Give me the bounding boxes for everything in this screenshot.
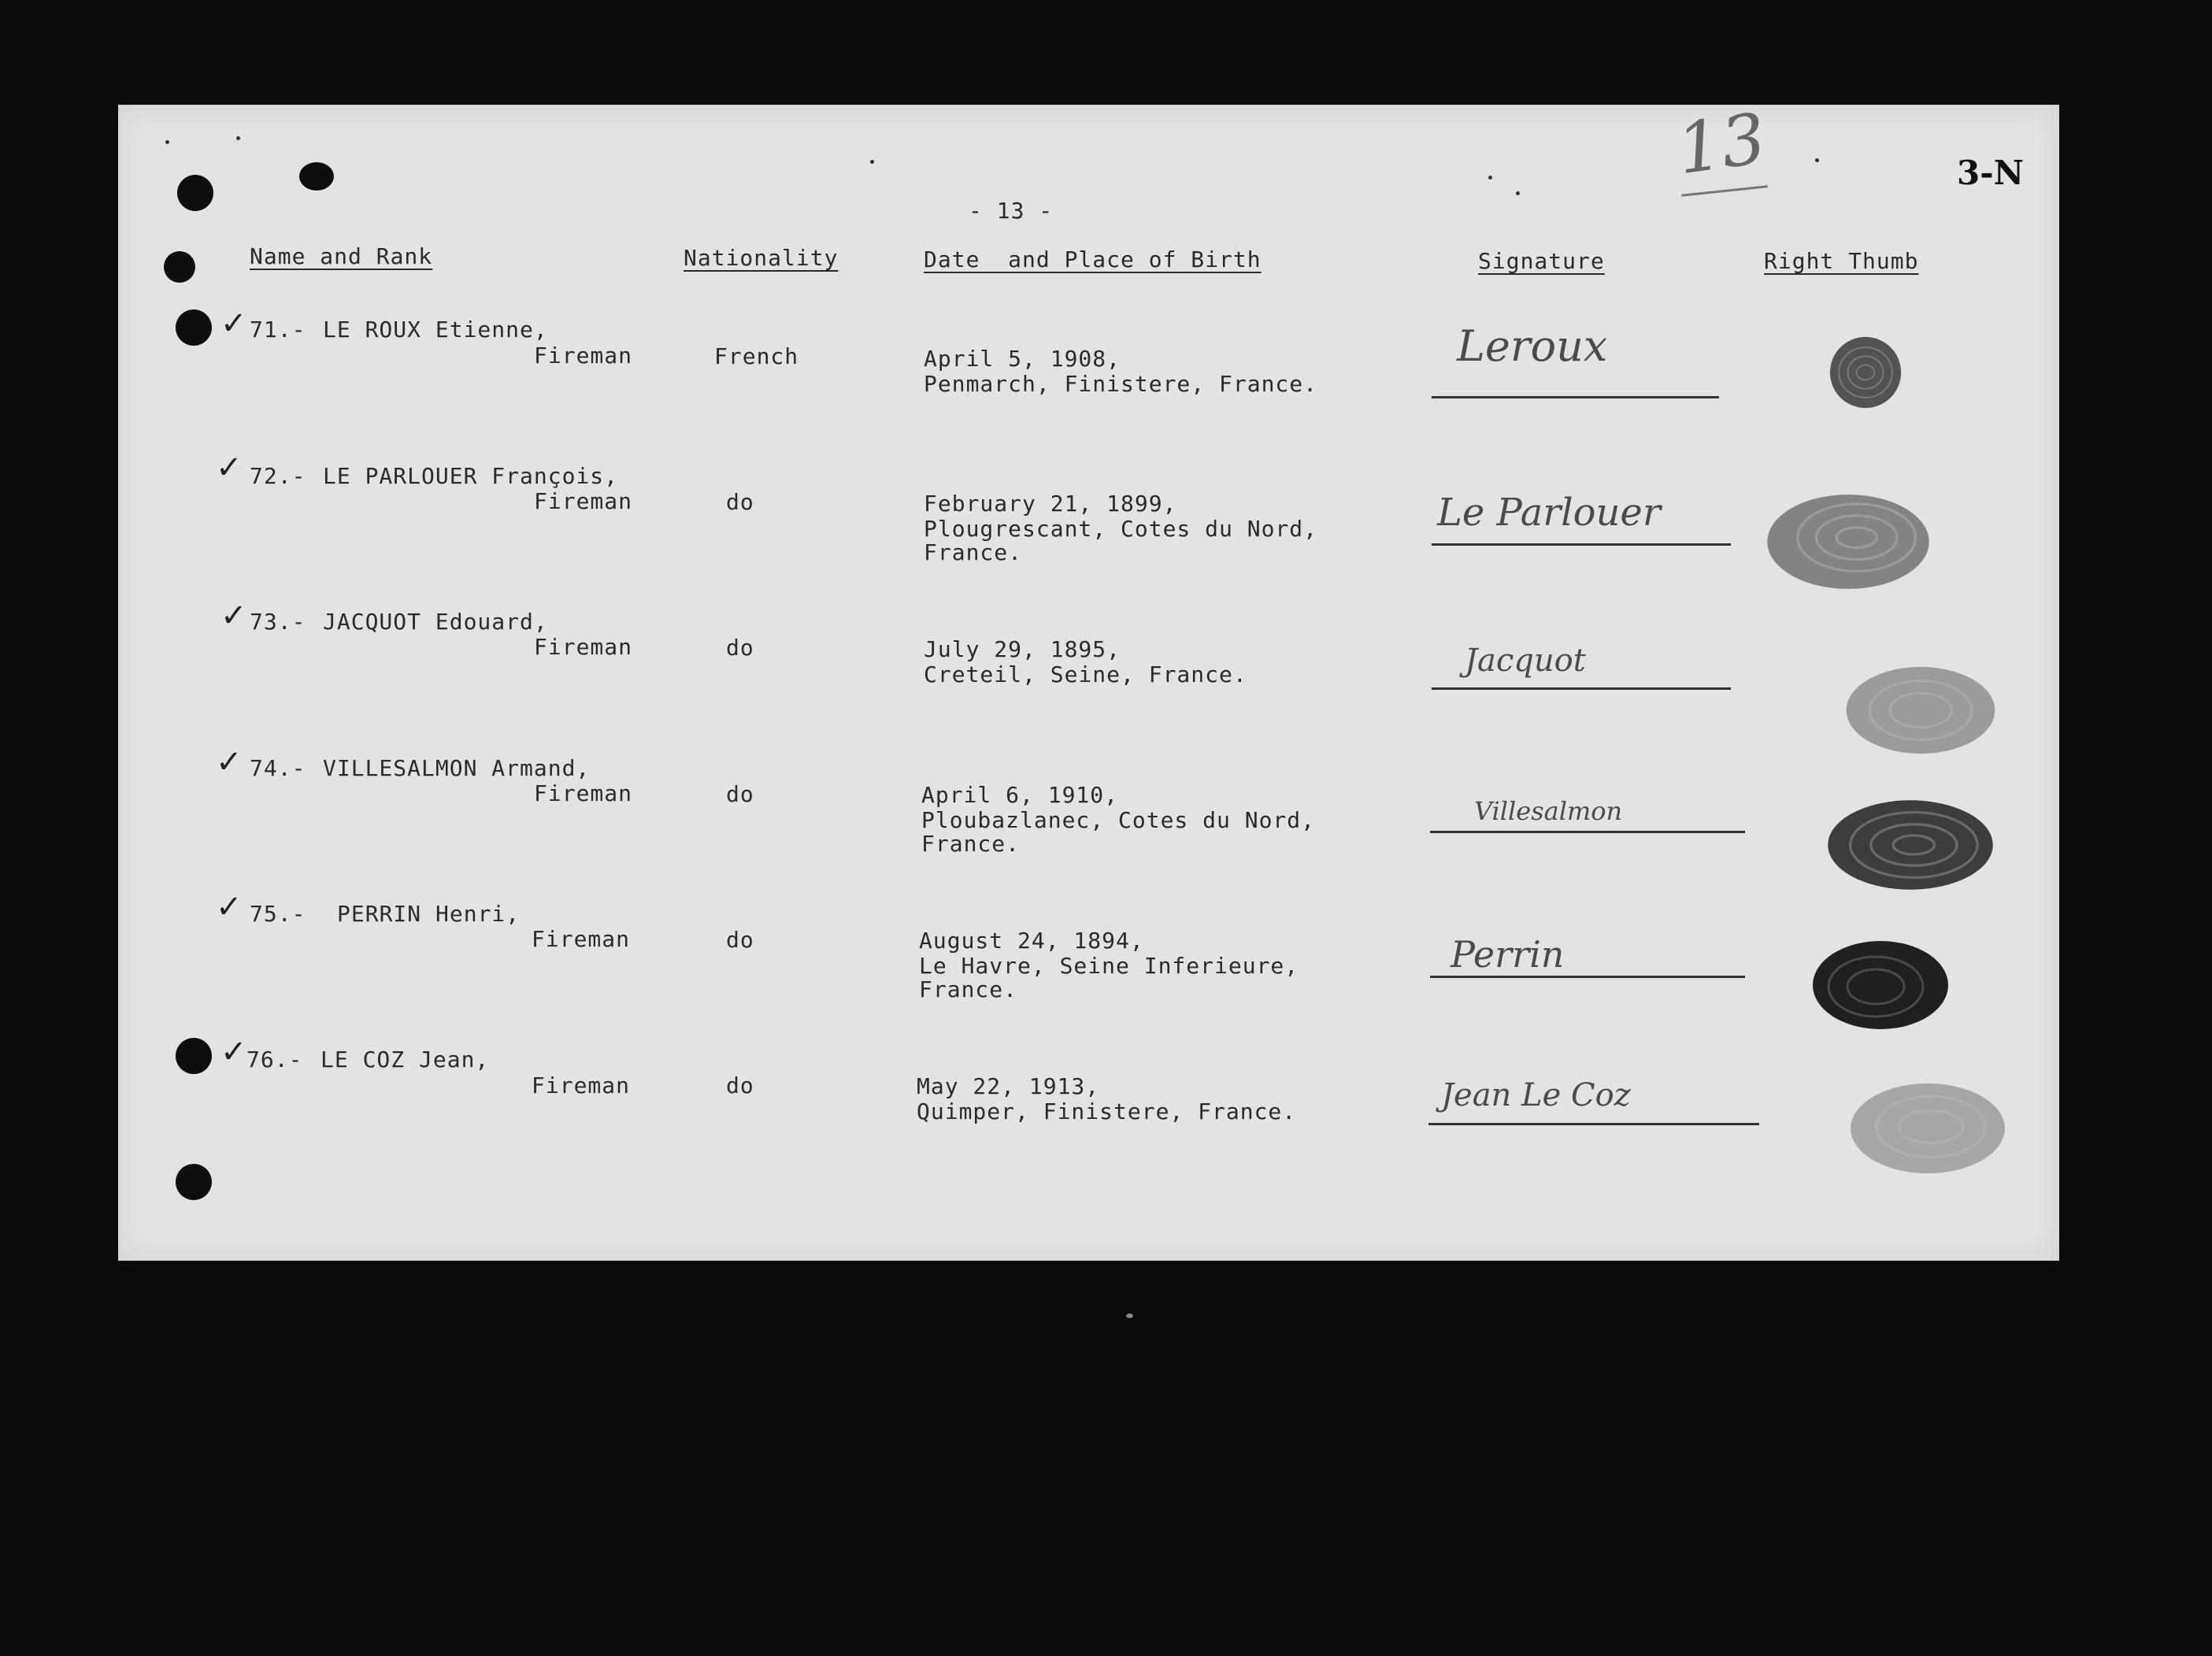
signature-line [1430,831,1745,833]
entry-number: 74.- [250,755,306,781]
speck [1815,158,1819,162]
check-mark: ✓ [220,598,247,634]
entry-nationality: French [714,343,799,369]
signature-line [1432,543,1731,546]
entry-name: VILLESALMON Armand, [323,755,591,781]
document-page [118,97,2059,1261]
check-mark: ✓ [216,450,243,486]
entry-nationality: do [726,927,754,953]
pencil-page-number: 13 [1672,97,1771,191]
entry-birth-place: Plougrescant, Cotes du Nord, [924,516,1318,542]
entry-birth-place: Creteil, Seine, France. [924,661,1247,687]
entry-birth-place: Le Havre, Seine Inferieure, [919,953,1299,979]
punch-hole [176,309,212,346]
entry-rank: Fireman [534,343,633,369]
header-right-thumb: Right Thumb [1764,248,1919,274]
thumbprint [1829,333,1903,412]
entry-birth-place: Quimper, Finistere, France. [917,1098,1297,1124]
thumbprint [1810,936,1951,1034]
entry-number: 72.- [250,463,306,489]
speck [165,140,169,144]
check-mark: ✓ [220,306,247,342]
entry-birth-date: February 21, 1899, [924,491,1177,517]
speck [236,136,240,140]
entry-birth-date: April 5, 1908, [924,346,1121,372]
punch-hole [176,1164,212,1200]
entry-birth-date: July 29, 1895, [924,636,1121,662]
entry-number: 76.- [246,1047,303,1073]
entry-rank: Fireman [532,926,631,952]
signature-line [1428,1123,1759,1125]
speck [1126,1313,1133,1318]
page-number: - 13 - [969,198,1054,224]
speck [1488,176,1492,180]
entry-birth-country: France. [921,831,1021,857]
entry-number: 75.- [250,901,306,927]
signature: Jacquot [1465,643,1586,679]
signature: Le Parlouer [1437,491,1661,535]
corner-stamp: 3-N [1957,154,2025,192]
entry-rank: Fireman [534,488,633,514]
entry-nationality: do [726,635,754,661]
check-mark: ✓ [220,1034,247,1070]
entry-nationality: do [726,489,754,515]
thumbprint [1840,664,2002,757]
entry-name: LE ROUX Etienne, [323,317,548,343]
entry-birth-country: France. [919,976,1018,1002]
header-signature: Signature [1478,248,1605,274]
header-name-rank: Name and Rank [250,243,433,269]
entry-birth-date: May 22, 1913, [917,1073,1100,1099]
entry-rank: Fireman [534,780,633,806]
entry-rank: Fireman [532,1073,631,1098]
speck [870,160,874,164]
entry-name: LE PARLOUER François, [323,463,619,489]
entry-birth-date: August 24, 1894, [919,928,1144,954]
entry-rank: Fireman [534,634,633,660]
header-nationality: Nationality [684,245,839,271]
signature: Perrin [1451,933,1565,976]
signature-line [1432,396,1719,398]
signature: Leroux [1457,321,1608,371]
entry-birth-country: France. [924,539,1023,565]
thumbprint [1847,1078,2008,1179]
signature: Jean Le Coz [1441,1077,1631,1113]
punch-hole [299,162,334,191]
speck [1516,191,1520,195]
entry-name: LE COZ Jean, [320,1047,490,1073]
thumbprint [1819,798,2002,892]
entry-name: PERRIN Henri, [337,901,521,927]
header-birth: Date and Place of Birth [924,246,1262,272]
entry-birth-place: Ploubazlanec, Cotes du Nord, [921,807,1316,833]
punch-hole [164,251,195,283]
entry-birth-place: Penmarch, Finistere, France. [924,371,1318,397]
signature-line [1430,976,1745,978]
signature-line [1432,687,1731,690]
entry-name: JACQUOT Edouard, [323,609,548,635]
check-mark: ✓ [216,889,243,925]
entry-nationality: do [726,781,754,807]
signature: Villesalmon [1474,796,1623,826]
entry-birth-date: April 6, 1910, [921,782,1119,808]
thumbprint [1764,491,1932,593]
punch-hole [176,1038,212,1074]
entry-number: 73.- [250,609,306,635]
entry-number: 71.- [250,317,306,343]
punch-hole [177,175,213,211]
entry-nationality: do [726,1073,754,1098]
check-mark: ✓ [216,744,243,780]
